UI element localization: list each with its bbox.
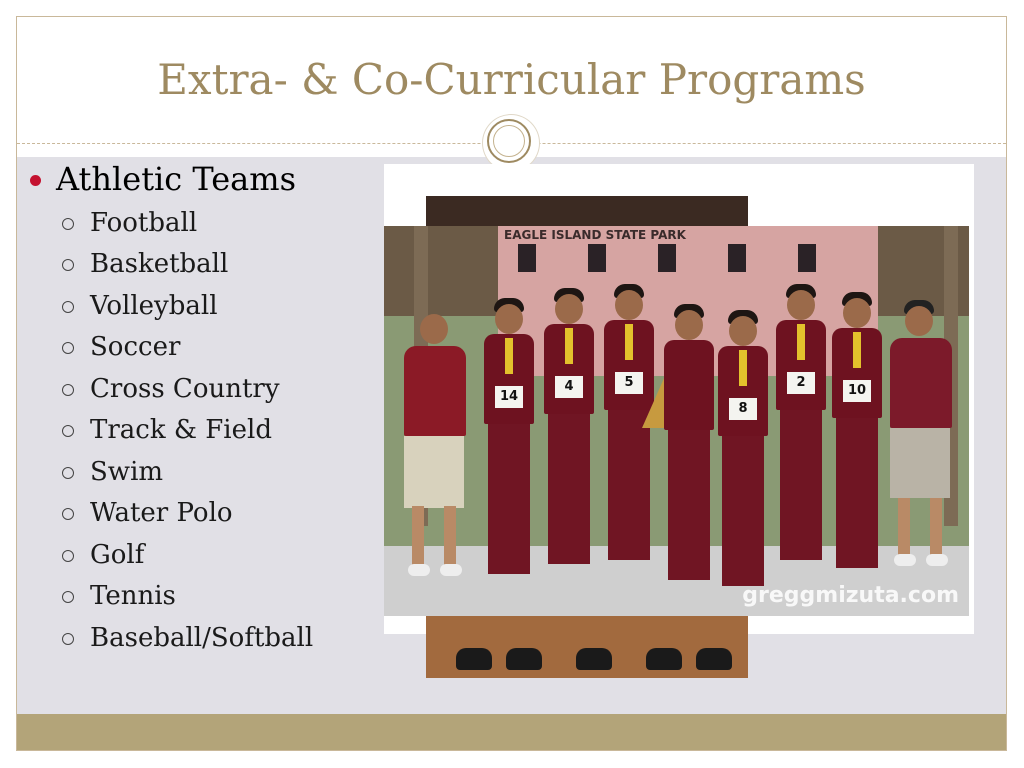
race-bib: 5 — [615, 372, 643, 394]
circle-bullet-icon — [62, 218, 74, 230]
list-item-text: Track & Field — [90, 415, 272, 446]
photo-watermark: greggmizuta.com — [742, 583, 959, 608]
bullet-list — [30, 158, 313, 659]
list-item-text: Cross Country — [90, 373, 280, 404]
list-item — [62, 368, 313, 410]
cross-country-team-photo — [384, 226, 969, 616]
race-bib: 10 — [843, 380, 871, 402]
list-item — [62, 617, 313, 659]
list-item-text: Tennis — [90, 581, 176, 612]
list-item — [62, 327, 313, 369]
circle-bullet-icon — [62, 591, 74, 603]
bullet-heading-text: Athletic Teams — [56, 160, 297, 198]
circle-bullet-icon — [62, 384, 74, 396]
circle-bullet-icon — [62, 425, 74, 437]
race-bib: 2 — [787, 372, 815, 394]
list-item — [62, 202, 313, 244]
list-item-text: Football — [90, 207, 198, 238]
list-item — [62, 576, 313, 618]
circle-bullet-icon — [62, 550, 74, 562]
bullet-heading — [30, 158, 313, 200]
circle-bullet-icon — [62, 342, 74, 354]
list-item-text: Water Polo — [90, 498, 233, 529]
list-item-text: Baseball/Softball — [90, 622, 314, 653]
list-item-text: Golf — [90, 539, 145, 570]
list-item-text: Swim — [90, 456, 164, 487]
slide-title: Extra- & Co-Curricular Programs — [157, 55, 866, 104]
list-item-text: Basketball — [90, 249, 229, 280]
race-bib: 4 — [555, 376, 583, 398]
circle-bullet-icon — [62, 259, 74, 271]
list-item — [62, 451, 313, 493]
circle-ornament-icon — [483, 115, 539, 171]
bullet-dot-icon — [30, 175, 41, 186]
banner-text: EAGLE ISLAND STATE PARK — [504, 228, 686, 242]
list-item-text: Soccer — [90, 332, 181, 363]
list-item — [62, 410, 313, 452]
list-item — [62, 493, 313, 535]
circle-bullet-icon — [62, 301, 74, 313]
race-bib: 14 — [495, 386, 523, 408]
list-item-text: Volleyball — [90, 290, 218, 321]
list-item — [62, 244, 313, 286]
list-item — [62, 285, 313, 327]
circle-bullet-icon — [62, 508, 74, 520]
race-bib: 8 — [729, 398, 757, 420]
circle-bullet-icon — [62, 467, 74, 479]
list-item — [62, 534, 313, 576]
footer-band — [17, 714, 1006, 750]
sub-bullet-list — [62, 202, 313, 659]
circle-bullet-icon — [62, 633, 74, 645]
